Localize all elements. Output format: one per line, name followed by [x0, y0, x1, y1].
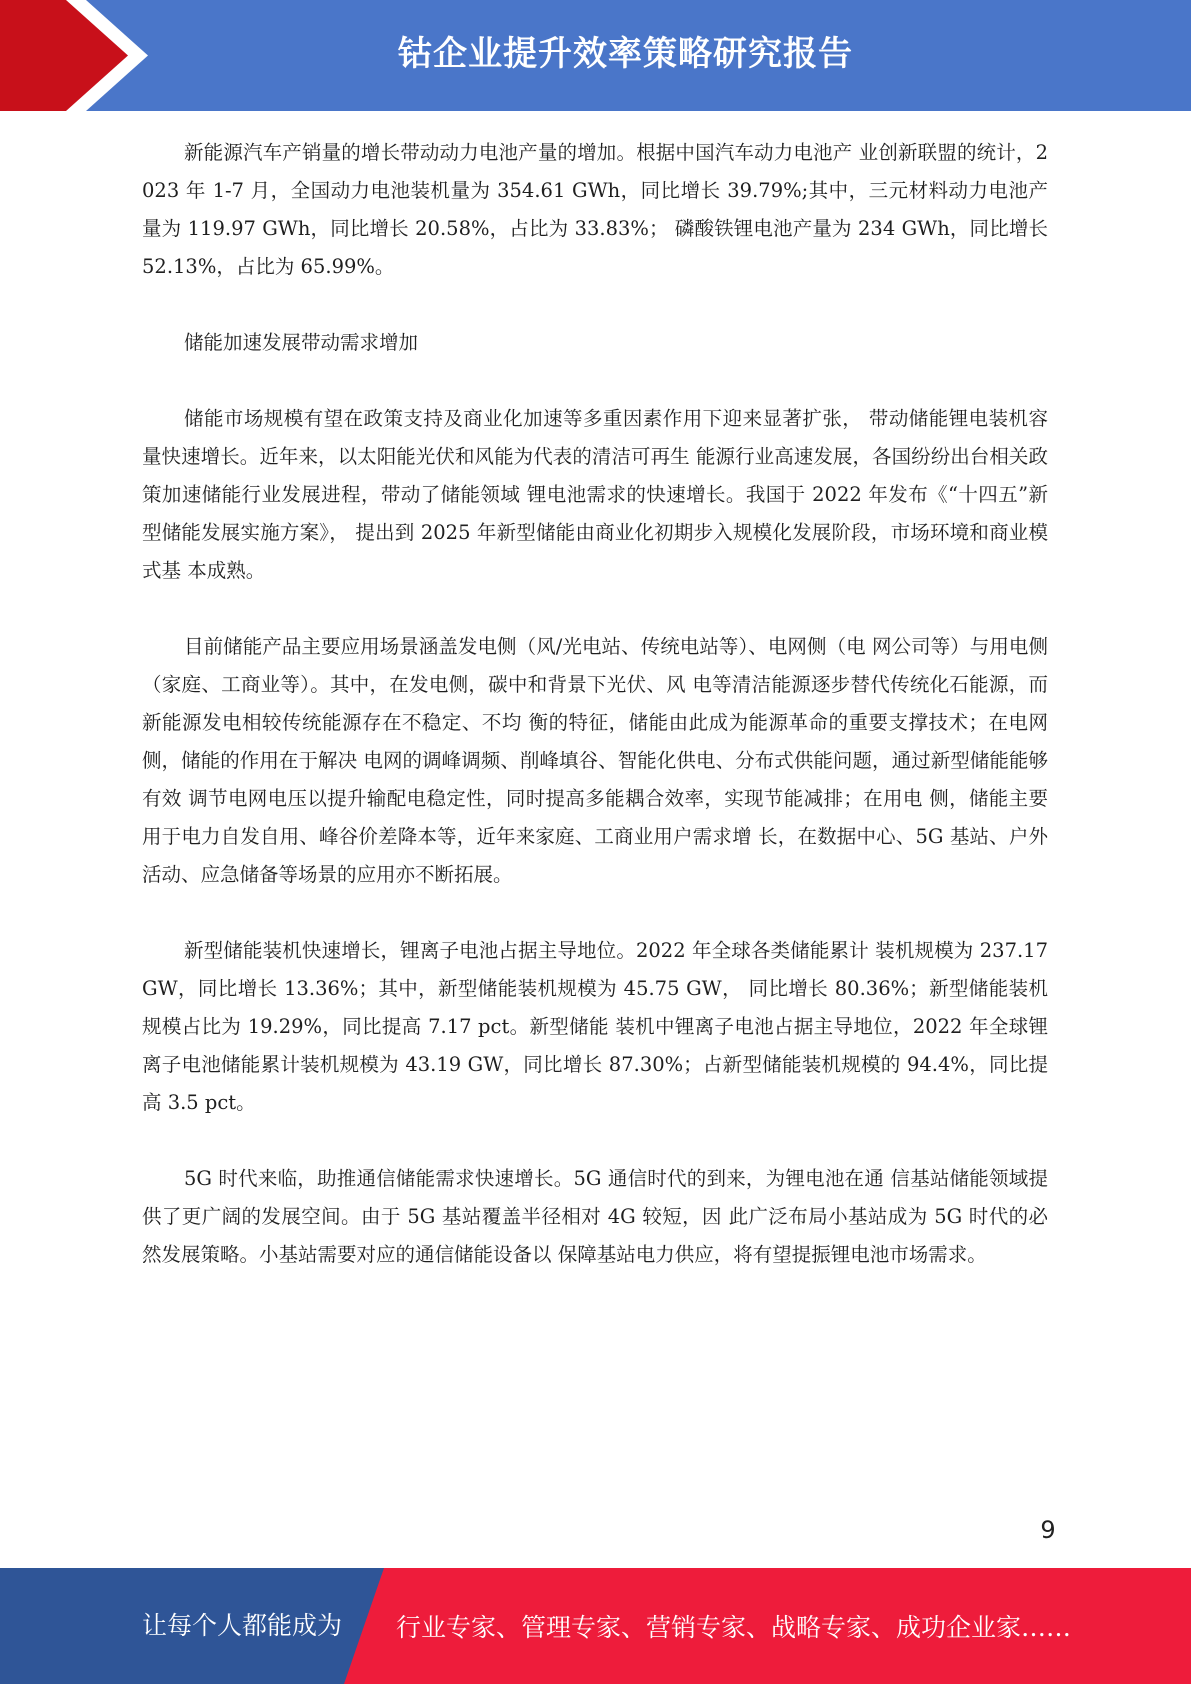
paragraph-ev-battery: 新能源汽车产销量的增长带动动力电池产量的增加。根据中国汽车动力电池产 业创新联盟的统计，2023 年 1-7 月，全国动力电池装机量为 354.61 GWh，同比增长 39.79%;其中，三元材料动力电池产量为 119.97 GWh，同比增长 20.58%，占比为 33.83%； 磷酸铁锂电池产量为 234 GWh，同比增长 52.13%，占比为 65.99%。	[142, 141, 1048, 278]
paragraph-storage-market: 储能市场规模有望在政策支持及商业化加速等多重因素作用下迎来显著扩张， 带动储能锂电装机容量快速增长。近年来，以太阳能光伏和风能为代表的清洁可再生 能源行业高速发展，各国纷纷出台相关政策加速储能行业发展进程，带动了储能领域 锂电池需求的快速增长。我国于 2022 年发布《“十四五”新型储能发展实施方案》， 提出到 2025 年新型储能由商业化初期步入规模化发展阶段，市场环境和商业模式基 本成熟。	[142, 407, 1048, 582]
header-banner	[0, 0, 1191, 111]
footer-slogan-right: 行业专家、管理专家、营销专家、战略专家、成功企业家……	[396, 1613, 1072, 1642]
footer-banner	[0, 1568, 1191, 1684]
document-body	[142, 134, 1048, 1312]
paragraph-storage-scenarios: 目前储能产品主要应用场景涵盖发电侧（风/光电站、传统电站等）、电网侧（电 网公司等）与用电侧（家庭、工商业等）。其中，在发电侧，碳中和背景下光伏、风 电等清洁能源逐步替代传统化石能源，而新能源发电相较传统能源存在不稳定、不均 衡的特征，储能由此成为能源革命的重要支撑技术；在电网侧，储能的作用在于解决 电网的调峰调频、削峰填谷、智能化供电、分布式供能问题，通过新型储能能够有效 调节电网电压以提升输配电稳定性，同时提高多能耦合效率，实现节能减排；在用电 侧，储能主要用于电力自发自用、峰谷价差降本等，近年来家庭、工商业用户需求增 长，在数据中心、5G 基站、户外活动、应急储备等场景的应用亦不断拓展。	[142, 635, 1048, 886]
page-number: 9	[1040, 1516, 1056, 1544]
document-title: 钴企业提升效率策略研究报告	[398, 34, 853, 74]
section-heading-storage: 储能加速发展带动需求增加	[184, 331, 419, 354]
paragraph-new-storage-install: 新型储能装机快速增长，锂离子电池占据主导地位。2022 年全球各类储能累计 装机规模为 237.17 GW，同比增长 13.36%；其中，新型储能装机规模为 45.75 GW， 同比增长 80.36%；新型储能装机规模占比为 19.29%，同比提高 7.17 pct。新型储能 装机中锂离子电池占据主导地位，2022 年全球锂离子电池储能累计装机规模为 43.19 GW，同比增长 87.30%；占新型储能装机规模的 94.4%，同比提高 3.5 pct。	[142, 939, 1048, 1114]
paragraph-5g-storage: 5G 时代来临，助推通信储能需求快速增长。5G 通信时代的到来，为锂电池在通 信基站储能领域提供了更广阔的发展空间。由于 5G 基站覆盖半径相对 4G 较短，因 此广泛布局小基站成为 5G 时代的必然发展策略。小基站需要对应的通信储能设备以 保障基站电力供应，将有望提振锂电池市场需求。	[142, 1167, 1048, 1266]
footer-slogan-left: 让每个人都能成为	[142, 1611, 343, 1640]
